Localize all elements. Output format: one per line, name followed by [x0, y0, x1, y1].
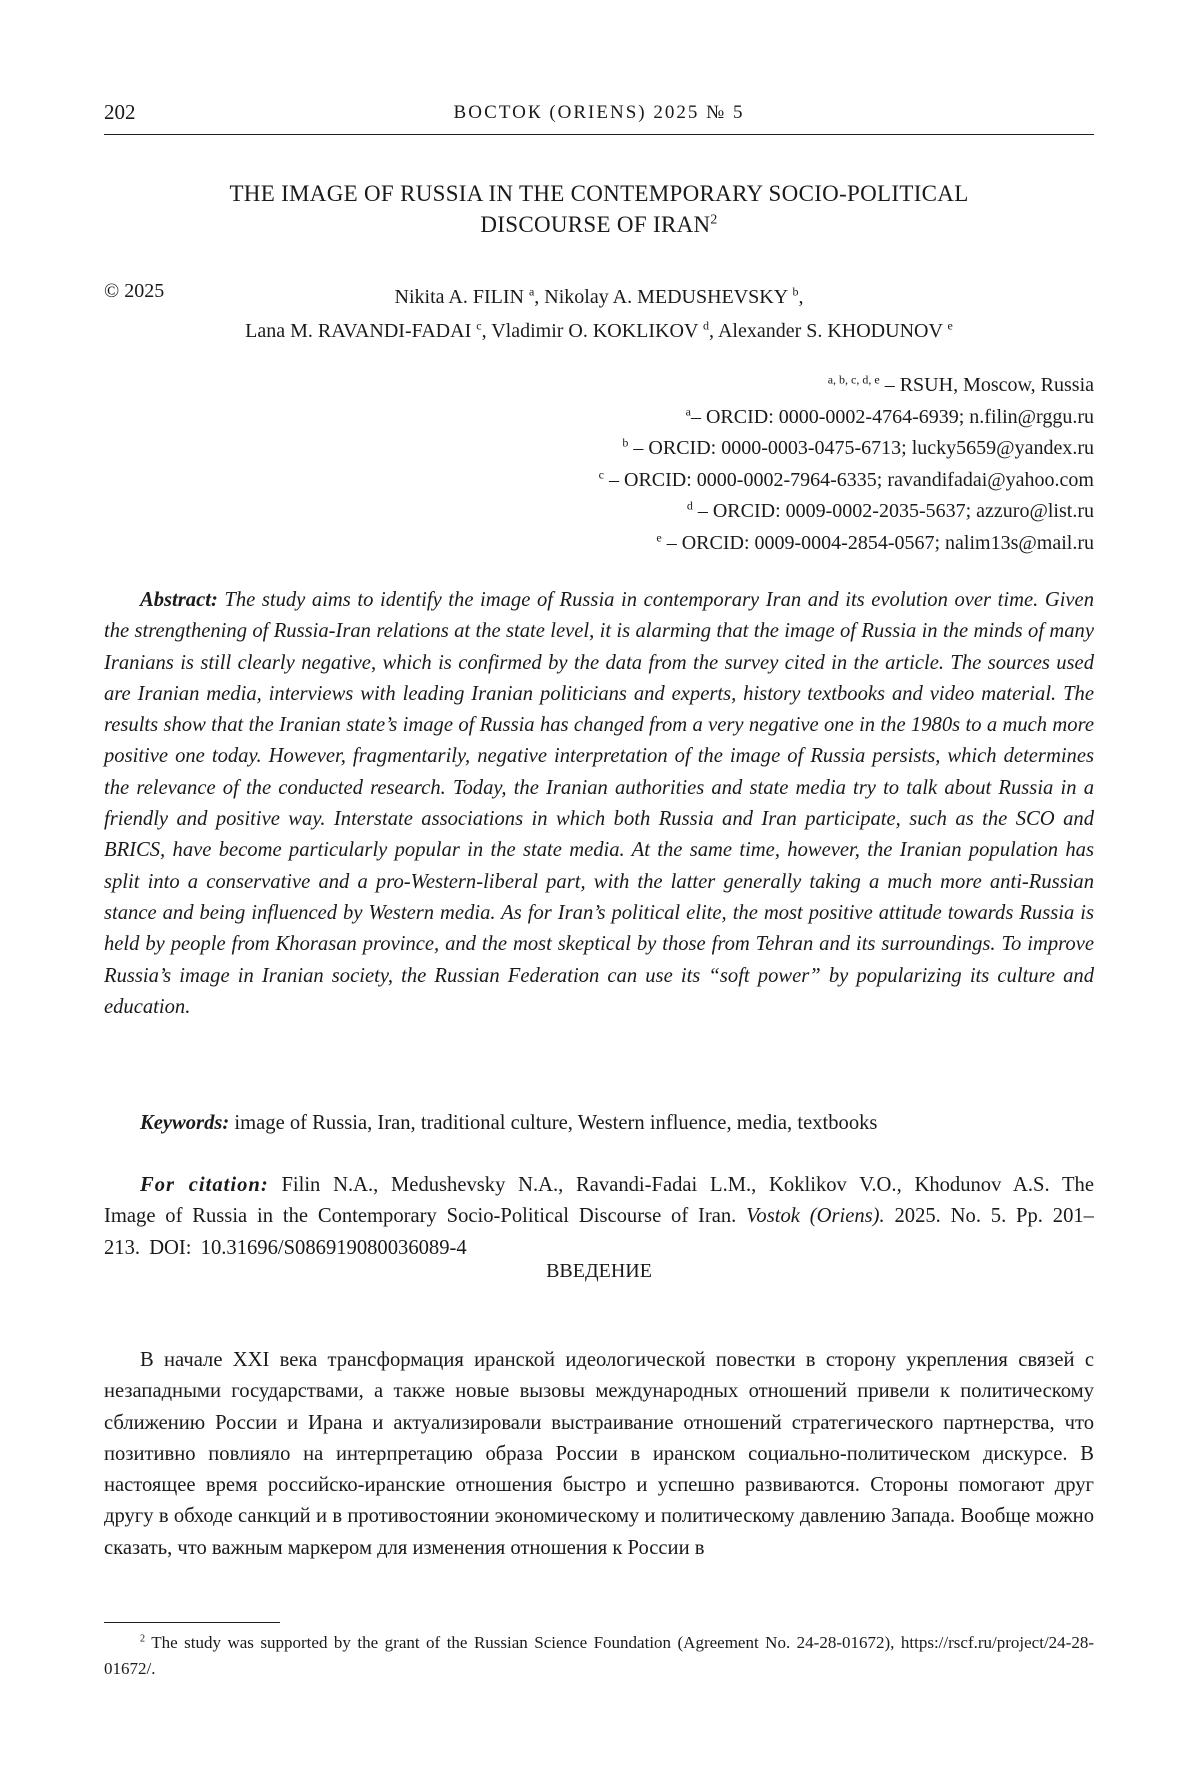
- citation: [104, 1170, 1094, 1264]
- running-header: [104, 100, 1094, 135]
- citation-journal: Vostok (Oriens).: [746, 1205, 885, 1228]
- orcid-line: $^b$ – ORCID: 0000-0003-0475-6713; lucky5659@yandex.ru: [622, 435, 1094, 460]
- intro-paragraph: В начале XXI века трансформация иранской идеологической повестки в сторону укрепления связей с незападными государствами, а также новые вызовы международных отношений привели к политическому сближению России и Ирана и актуализировали выстраивание отношений стратегического партнерства, что позитивно повлияло на интерпретацию образа России в иранском социально-политическом дискурсе. В настоящее время российско-иранские отношения быстро и успешно развиваются. Стороны помогают друг другу в обходе санкций и в противостоянии экономическому и политическому давлению Запада. Вообще можно сказать, что важным маркером для изменения отношения к России в: [104, 1349, 1094, 1559]
- footnote-divider: [104, 1622, 280, 1623]
- article-title: [104, 178, 1094, 240]
- title-footnote-mark: 2: [710, 211, 718, 227]
- title-line-1: THE IMAGE OF RUSSIA IN THE CONTEMPORARY SOCIO-POLITICAL: [229, 181, 969, 206]
- author-name: Nikita A. FILIN: [394, 286, 524, 308]
- citation-tail: 2025. No. 5. Pp. 201–213. DOI: 10.31696/S086919080036089-4: [104, 1205, 1094, 1259]
- footnote-mark: 2: [140, 1633, 146, 1645]
- author-name: Alexander S. KHODUNOV: [717, 320, 943, 342]
- author-name: Vladimir O. KOKLIKOV: [491, 320, 699, 342]
- title-line-2: DISCOURSE OF IRAN$^2$: [480, 211, 718, 237]
- affiliation-line: $^{a, b, c, d, e}$ – RSUH, Moscow, Russia: [827, 372, 1094, 396]
- abstract: [104, 585, 1094, 1023]
- keywords-text: image of Russia, Iran, traditional culture, Western influence, media, textbooks: [234, 1112, 878, 1134]
- orcid-line: $^a$– ORCID: 0000-0002-4764-6939; n.filin@rggu.ru: [685, 403, 1094, 428]
- abstract-text: The study aims to identify the image of Russia in contemporary Iran and its evolution over time. Given the strengthening of Russia-Iran relations at the state level, it is alarming that the image of Russia in the minds of many Iranians is still clearly negative, which is confirmed by the data from the survey cited in the article. The sources used are Iranian media, interviews with leading Iranian politicians and experts, history textbooks and video material. The results show that the Iranian state’s image of Russia has changed from a very negative one in the 1980s to a much more positive one today. However, fragmentarily, negative interpretation of the image of Russia persists, which determines the relevance of the conducted research. Today, the Iranian authorities and state media try to talk about Russia in a friendly and positive way. Interstate associations in which both Russia and Iran participate, such as the SCO and BRICS, have become particularly popular in the state media. At the same time, however, the Iranian population has split into a conservative and a pro-Western-liberal part, with the latter generally taking a much more anti-Russian stance and being influenced by Western media. As for Iran’s political elite, the most positive attitude towards Russia is held by people from Khorasan province, and the most skeptical by those from Tehran and its surroundings. To improve Russia’s image in Iranian society, the Russian Federation can use its “soft power” by popularizing its culture and education.: [104, 589, 1094, 1018]
- orcid-line: $^c$ – ORCID: 0000-0002-7964-6335; ravandifadai@yahoo.com: [598, 467, 1094, 491]
- author-list: [104, 280, 1094, 348]
- keywords: [104, 1112, 1094, 1135]
- section-heading: ВВЕДЕНИЕ: [546, 1260, 652, 1282]
- journal-title: ВОСТОК (ORIENS) 2025 № 5: [453, 102, 745, 123]
- author-name: Nikolay A. MEDUSHEVSKY: [544, 286, 788, 308]
- affiliations: [599, 370, 1094, 560]
- page-number: 202: [104, 100, 136, 124]
- author-name: Lana M. RAVANDI-FADAI: [245, 320, 472, 342]
- abstract-label: Abstract:: [140, 589, 218, 611]
- copyright-notice: © 2025: [104, 280, 165, 302]
- author-line-1: Nikita A. FILIN $^a$, Nikolay A. MEDUSHEVSKY $^b$,: [394, 284, 804, 308]
- author-line-2: Lana M. RAVANDI-FADAI $^c$, Vladimir O. KOKLIKOV $^d$, Alexander S. KHODUNOV $^e$: [245, 318, 953, 342]
- citation-text: Filin N.A., Medushevsky N.A., Ravandi-Fadai L.M., Koklikov V.O., Khodunov A.S. The Image of Russia in the Contemporary Socio-Political Discourse of Iran.: [104, 1174, 1094, 1228]
- footnote: [104, 1630, 1094, 1682]
- orcid-line: $^d$ – ORCID: 0009-0002-2035-5637; azzuro@list.ru: [686, 498, 1094, 523]
- citation-label: For citation:: [140, 1174, 269, 1196]
- keywords-label: Keywords:: [140, 1112, 230, 1134]
- orcid-line: $^e$ – ORCID: 0009-0004-2854-0567; nalim13s@mail.ru: [656, 530, 1094, 554]
- footnote-text: The study was supported by the grant of the Russian Science Foundation (Agreement No. 24-28-01672), https://rscf.ru/project/24-28-01672/.: [104, 1633, 1094, 1678]
